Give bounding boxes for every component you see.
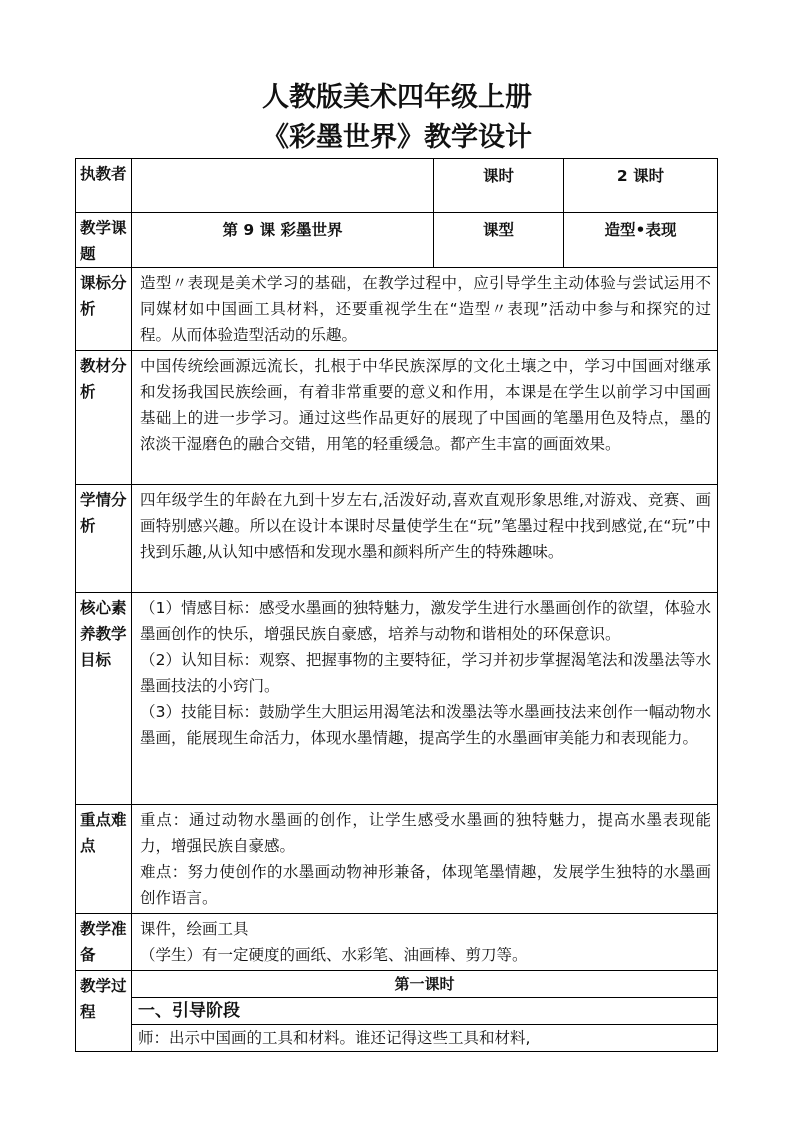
row-key-difficult (76, 805, 718, 914)
row-process (76, 971, 718, 1052)
period-label: 课时 (434, 159, 564, 213)
difficult-point-text: 难点：努力使创作的水墨画动物神形兼备，体现笔墨情趣，发展学生独特的水墨画创作语言。 (140, 863, 711, 907)
prep-line-2: （学生）有一定硬度的画纸、水彩笔、油画棒、剪刀等。 (140, 946, 528, 964)
doc-title-line2: 《彩墨世界》教学设计 (262, 122, 532, 153)
students-label: 学情分析 (76, 485, 132, 593)
material-text: 中国传统绘画源远流长，扎根于中华民族深厚的文化土壤之中，学习中国画对继承和发扬我国民族绘画，有着非常重要的意义和作用，本课是在学生以前学习中国画基础上的进一步学习。通过这些作品更好的展现了中国画的笔墨用色及特点，墨的浓淡干湿磨色的融合交错，用笔的轻重缓急。都产生丰富的画面效果。 (132, 351, 718, 485)
teacher-value (132, 159, 434, 213)
process-cell (132, 971, 718, 1052)
standards-label: 课标分析 (76, 268, 132, 351)
goals-cell (132, 593, 718, 805)
students-text: 四年级学生的年龄在九到十岁左右,活泼好动,喜欢直观形象思维,对游戏、竞赛、画画特别感兴趣。所以在设计本课时尽量使学生在“玩”笔墨过程中找到感觉,在“玩”中找到乐趣,从认知中感悟和发现水墨和颜料所产生的特殊趣味。 (132, 485, 718, 593)
process-period-heading: 第一课时 (132, 971, 717, 998)
period-value: 2 课时 (564, 159, 718, 213)
prep-cell (132, 914, 718, 971)
key-cell (132, 805, 718, 914)
row-goals (76, 593, 718, 805)
row-prep (76, 914, 718, 971)
standards-text: 造型〃表现是美术学习的基础，在教学过程中，应引导学生主动体验与尝试运用不同媒材如中国画工具材料，还要重视学生在“造型〃表现”活动中参与和探究的过程。从而体验造型活动的乐趣。 (132, 268, 718, 351)
type-label: 课型 (434, 213, 564, 268)
row-topic (76, 213, 718, 268)
key-point-text: 重点：通过动物水墨画的创作，让学生感受水墨画的独特魅力，提高水墨表现能力，增强民族自豪感。 (140, 811, 711, 855)
goal-cognition: （2）认知目标：观察、把握事物的主要特征，学习并初步掌握渴笔法和泼墨法等水墨画技法的小窍门。 (140, 651, 711, 695)
teacher-label: 执教者 (76, 159, 132, 213)
process-label: 教学过程 (76, 971, 132, 1052)
row-teacher (76, 159, 718, 213)
row-material (76, 351, 718, 485)
doc-title-line1: 人教版美术四年级上册 (262, 82, 532, 113)
key-label: 重点难点 (76, 805, 132, 914)
prep-label: 教学准备 (76, 914, 132, 971)
process-stage-heading: 一、引导阶段 (132, 998, 717, 1025)
topic-value: 第 9 课 彩墨世界 (132, 213, 434, 268)
prep-line-1: 课件，绘画工具 (140, 920, 249, 938)
process-text: 师：出示中国画的工具和材料。谁还记得这些工具和材料, (138, 1029, 531, 1047)
row-standards (76, 268, 718, 351)
lesson-plan-table (75, 158, 718, 1052)
row-students (76, 485, 718, 593)
goals-label: 核心素养教学目标 (76, 593, 132, 805)
type-value: 造型•表现 (564, 213, 718, 268)
goal-skill: （3）技能目标：鼓励学生大胆运用渴笔法和泼墨法等水墨画技法来创作一幅动物水墨画，能展现生命活力，体现水墨情趣，提高学生的水墨画审美能力和表现能力。 (140, 703, 711, 747)
goal-emotion: （1）情感目标：感受水墨画的独特魅力，激发学生进行水墨画创作的欲望，体验水墨画创作的快乐，增强民族自豪感，培养与动物和谐相处的环保意识。 (140, 599, 711, 643)
material-label: 教材分析 (76, 351, 132, 485)
topic-label: 教学课题 (76, 213, 132, 268)
